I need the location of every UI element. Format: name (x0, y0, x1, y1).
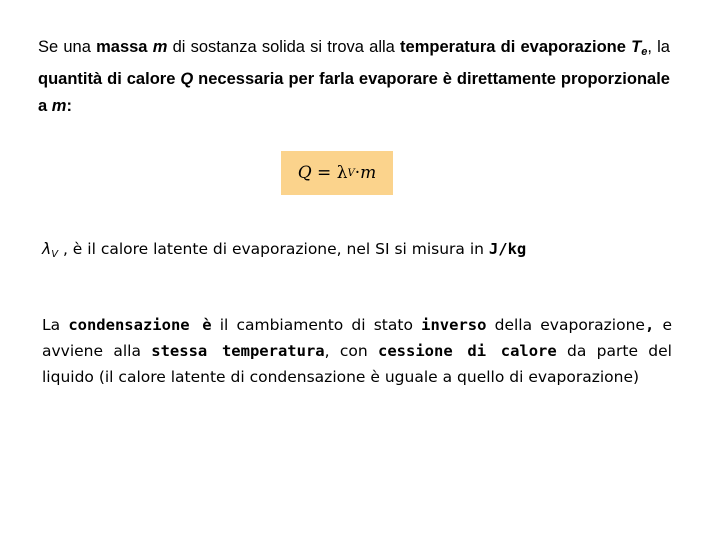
bold-term-condensazione: condensazione è (68, 316, 212, 334)
formula-dot: · (354, 163, 361, 183)
text-span: e avviene alla (42, 316, 673, 360)
bold-comma: , (644, 316, 655, 334)
unit-jkg: J/kg (488, 240, 527, 258)
text-span: , la (647, 38, 670, 56)
bold-phrase-proporzionale: necessaria per farla evaporare è direttamente proporzionale a (38, 70, 670, 115)
formula-equals: = (311, 163, 337, 183)
formula-m: m (360, 163, 377, 183)
symbol-m: m (51, 97, 67, 115)
bold-term-temperatura-evaporazione: temperatura di evaporazione (400, 38, 626, 56)
text-span: , è il calore latente di evaporazione, nel SI si misura in (58, 240, 489, 258)
text-span: Se una (38, 38, 97, 56)
condensation-paragraph (42, 312, 672, 390)
text-span: di sostanza solida si trova alla (167, 38, 401, 56)
subscript-e: e (641, 46, 648, 58)
symbol-m: m (152, 38, 168, 56)
bold-term-stessa-temperatura: stessa temperatura (151, 342, 325, 360)
formula-lambda: λ (336, 163, 348, 183)
symbol-T: T (631, 38, 642, 56)
text-span: La (42, 316, 69, 334)
text-span: , con (324, 342, 378, 360)
formula-Q: Q (297, 163, 312, 183)
text-span: della evaporazione (486, 316, 645, 334)
formula-box (281, 151, 393, 195)
subscript-v: V (51, 249, 59, 260)
colon: : (66, 97, 72, 115)
bold-term-quantita-calore: quantità di calore (38, 70, 176, 88)
bold-term-cessione-calore: cessione di calore (378, 342, 557, 360)
intro-paragraph (38, 34, 670, 120)
text-span: il cambiamento di stato (211, 316, 422, 334)
formula-subscript: V (347, 167, 355, 179)
bold-term-massa: massa (96, 38, 148, 56)
symbol-lambda: λ (42, 240, 52, 258)
latent-heat-paragraph (42, 236, 672, 268)
text-span: da parte del liquido (il calore latente di condensazione è uguale a quello di evaporazione) (42, 342, 672, 386)
symbol-Q: Q (180, 70, 194, 88)
bold-term-inverso: inverso (421, 316, 487, 334)
